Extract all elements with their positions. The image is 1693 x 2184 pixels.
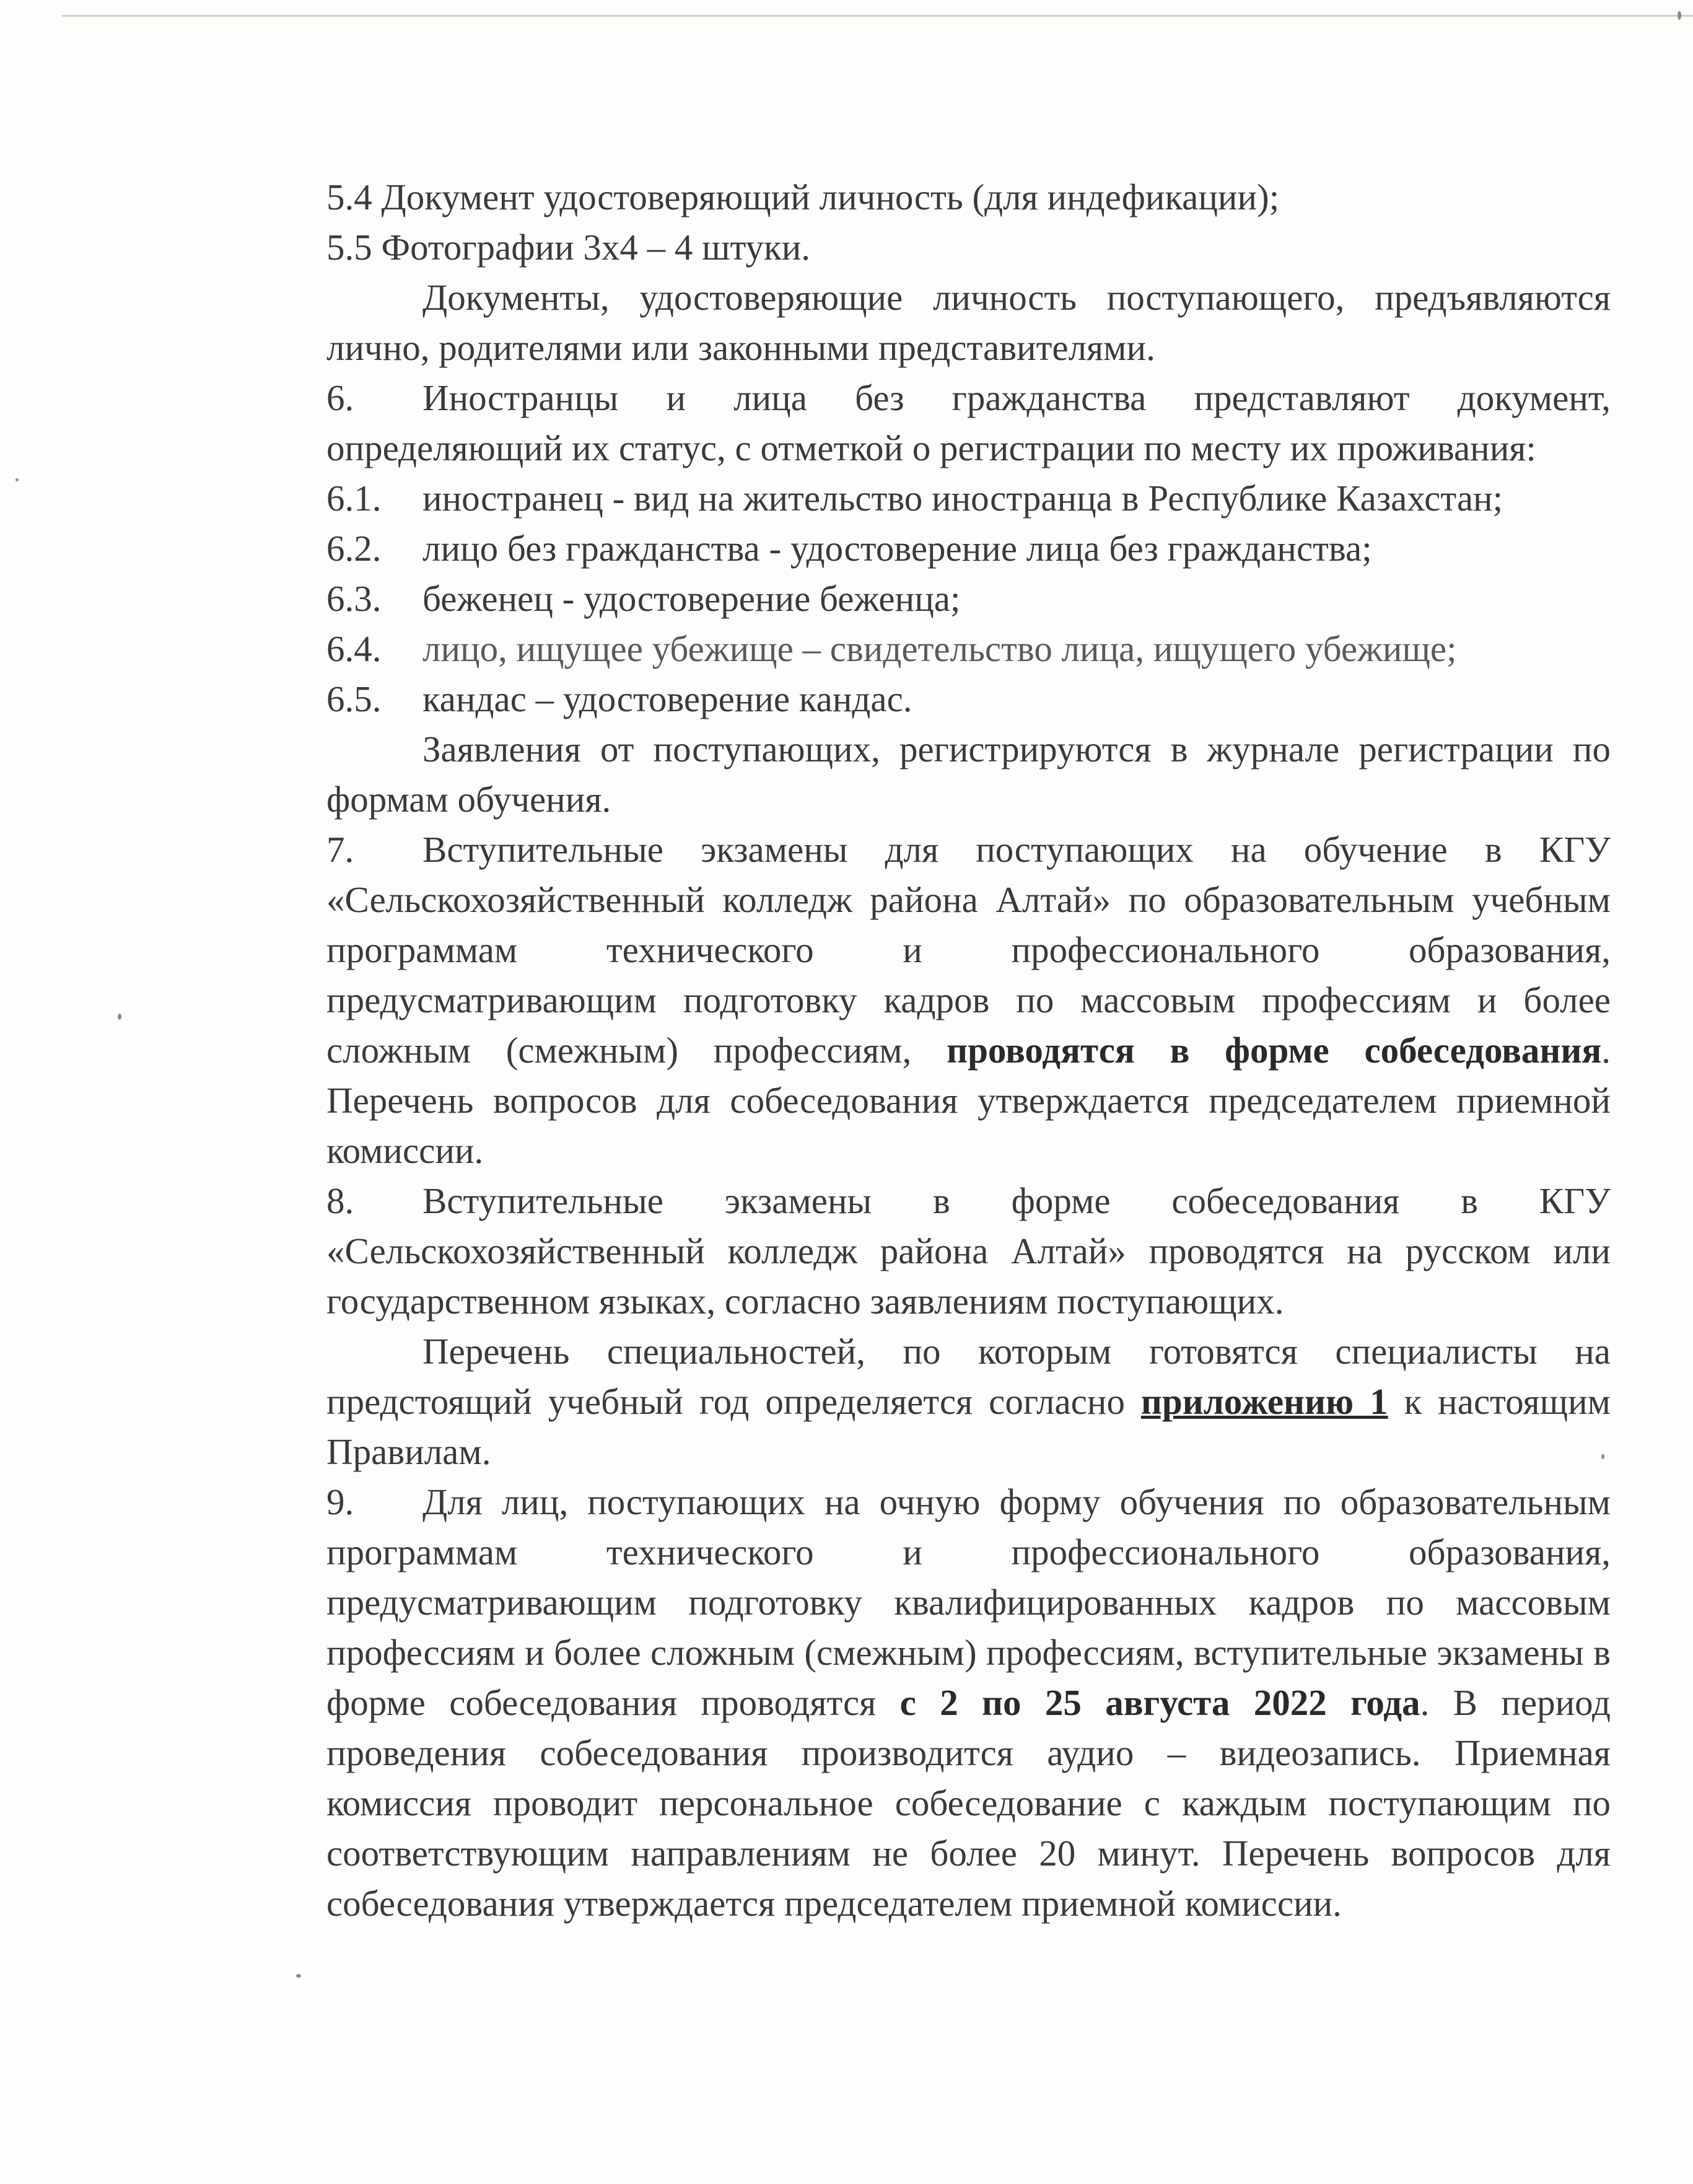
section-9-text-b: . В период проведения собеседования производится аудио – видеозапись. Приемная комиссия проводит персональное собеседование с каждым поступающим по соответствующим направлениям не более 20 минут. Перечень вопросов для собеседования утверждается председателем приемной комиссии. — [326, 1682, 1611, 1924]
sub-item-6-1 — [326, 473, 1611, 524]
section-number: 8. — [326, 1180, 354, 1221]
sub-item-text: лицо без гражданства - удостоверение лица без гражданства; — [422, 528, 1372, 569]
scan-edge-line — [62, 15, 1693, 17]
sub-item-6-4 — [326, 624, 1611, 674]
section-number: 6. — [326, 377, 354, 418]
document-body — [326, 172, 1611, 1929]
scan-speck — [1678, 11, 1681, 20]
appendix-link[interactable]: приложению 1 — [1140, 1381, 1388, 1422]
scan-speck — [118, 1014, 121, 1020]
section-9 — [326, 1477, 1611, 1929]
section-7-text-a: Вступительные экзамены для поступающих на обучение в КГУ «Сельскохозяйственный колледж района Алтай» по образовательным учебным программам технического и профессионального образования, предусматривающим подготовку кадров по массовым профессиям и более сложным (смежным) профессиям, — [326, 829, 1611, 1071]
section-number: 7. — [326, 829, 354, 870]
section-7-bold: проводятся в форме собеседования — [947, 1030, 1602, 1071]
section-9-text-a: Для лиц, поступающих на очную форму обучения по образовательным программам технического и профессионального образования, предусматривающим подготовку квалифицированных кадров по массовым профессиям и более сложным (смежным) профессиям, вступительные экзамены в форме собеседования проводятся — [326, 1481, 1611, 1723]
sub-item-number: 6.2. — [326, 528, 382, 569]
sub-item-number: 6.5. — [326, 678, 382, 719]
paragraph-documents: Документы, удостоверяющие личность поступающего, предъявляются лично, родителями или законными представителями. — [326, 277, 1611, 368]
sub-item-text: иностранец - вид на жительство иностранца в Республике Казахстан; — [422, 478, 1503, 519]
sub-item-text: кандас – удостоверение кандас. — [422, 678, 912, 719]
section-8-text: Вступительные экзамены в форме собеседования в КГУ «Сельскохозяйственный колледж района Алтай» проводятся на русском или государственном языках, согласно заявлениям поступающих. — [326, 1180, 1611, 1322]
section-8 — [326, 1176, 1611, 1327]
sub-item-6-5 — [326, 674, 1611, 724]
section-number: 9. — [326, 1481, 354, 1522]
list-item-5-5: 5.5 Фотографии 3х4 – 4 штуки. — [326, 227, 811, 268]
sub-item-text: беженец - удостоверение беженца; — [422, 578, 961, 619]
section-6 — [326, 373, 1611, 473]
specialties-text-a: Перечень специальностей, по которым готовятся специалисты на предстоящий учебный год определяется согласно — [326, 1331, 1611, 1422]
sub-item-number: 6.4. — [326, 628, 382, 669]
paragraph-registration: Заявления от поступающих, регистрируются в журнале регистрации по формам обучения. — [326, 729, 1611, 820]
section-6-text: Иностранцы и лица без гражданства представляют документ, определяющий их статус, с отметкой о регистрации по месту их проживания: — [326, 377, 1611, 468]
section-7-text-b: . Перечень вопросов для собеседования утверждается председателем приемной комиссии. — [326, 1030, 1611, 1171]
scan-speck — [296, 1974, 301, 1978]
section-7 — [326, 825, 1611, 1176]
sub-item-6-2 — [326, 524, 1611, 574]
sub-item-text: лицо, ищущее убежище – свидетельство лица, ищущего убежище; — [422, 628, 1457, 669]
sub-item-number: 6.3. — [326, 578, 382, 619]
section-9-dates: с 2 по 25 августа 2022 года — [899, 1682, 1420, 1723]
specialties-text-b: к настоящим Правилам. — [326, 1381, 1611, 1472]
paragraph-specialties — [326, 1327, 1611, 1477]
sub-item-number: 6.1. — [326, 478, 382, 519]
sub-item-6-3 — [326, 574, 1611, 624]
scan-speck — [15, 478, 19, 481]
list-item-5-4: 5.4 Документ удостоверяющий личность (для индефикации); — [326, 177, 1280, 217]
